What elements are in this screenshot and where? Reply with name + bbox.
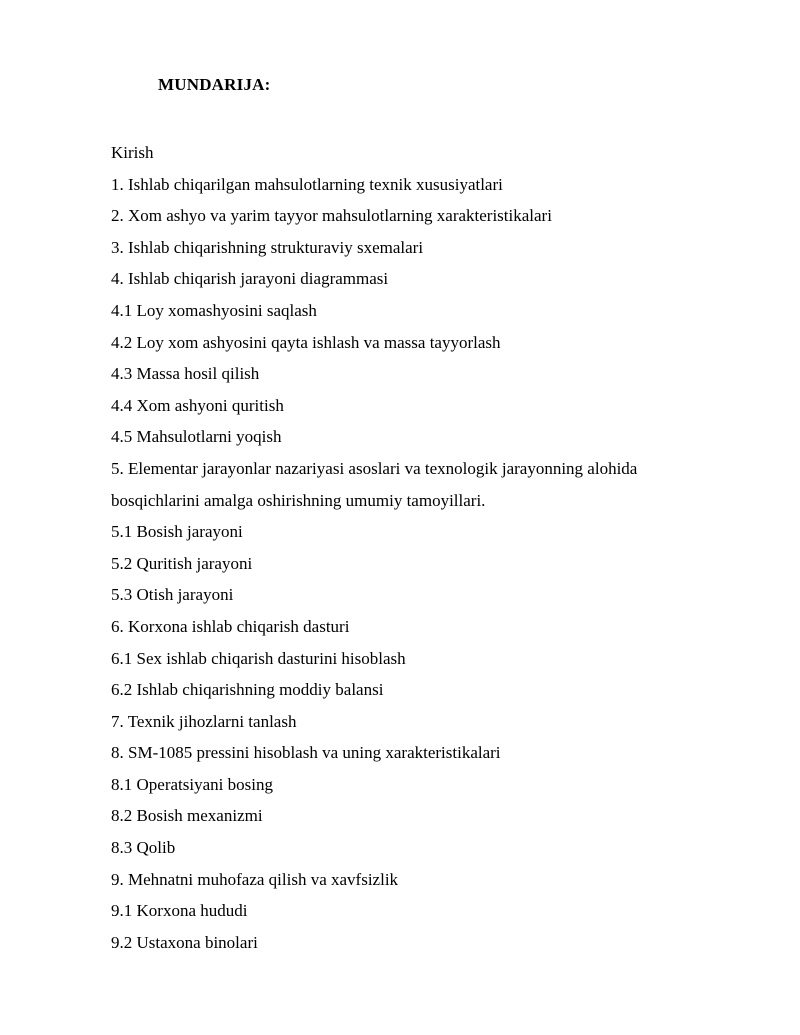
toc-entry: 2. Xom ashyo va yarim tayyor mahsulotlarning xarakteristikalari (111, 206, 552, 226)
toc-entry: 4. Ishlab chiqarish jarayoni diagrammasi (111, 269, 389, 289)
toc-entry: 5.1 Bosish jarayoni (111, 522, 243, 542)
toc-entry: 9. Mehnatni muhofaza qilish va xavfsizlik (111, 869, 399, 889)
page-title: MUNDARIJA: (158, 75, 271, 94)
toc-entry: 9.1 Korxona hududi (111, 901, 248, 921)
toc-entry: 6. Korxona ishlab chiqarish dasturi (111, 616, 350, 636)
toc-entry-continuation: bosqichlarini amalga oshirishning umumiy tamoyillari. (111, 490, 486, 510)
toc-entry: 8.1 Operatsiyani bosing (111, 774, 273, 794)
toc-entry: 4.1 Loy xomashyosini saqlash (111, 300, 317, 320)
toc-entry: 1. Ishlab chiqarilgan mahsulotlarning texnik xususiyatlari (111, 174, 503, 194)
toc-entry: 9.2 Ustaxona binolari (111, 932, 258, 952)
toc-entry: 6.2 Ishlab chiqarishning moddiy balansi (111, 680, 384, 700)
toc-entry: 3. Ishlab chiqarishning strukturaviy sxemalari (111, 237, 424, 257)
toc-entry: 6.1 Sex ishlab chiqarish dasturini hisoblash (111, 648, 406, 668)
toc-entry: 4.3 Massa hosil qilish (111, 364, 260, 384)
toc-entry: Kirish (111, 143, 154, 162)
toc-entry: 4.4 Xom ashyoni quritish (111, 395, 284, 415)
toc-entry: 5.2 Quritish jarayoni (111, 553, 253, 573)
toc-entry: 8. SM-1085 pressini hisoblash va uning xarakteristikalari (111, 743, 501, 763)
toc-entry: 7. Texnik jihozlarni tanlash (111, 711, 297, 731)
toc-entry: 4.2 Loy xom ashyosini qayta ishlash va massa tayyorlash (111, 332, 501, 352)
toc-entry: 5. Elementar jarayonlar nazariyasi asoslari va texnologik jarayonning alohida (111, 458, 638, 478)
toc-entry: 8.3 Qolib (111, 838, 176, 858)
toc-entry: 4.5 Mahsulotlarni yoqish (111, 427, 282, 447)
toc-entry: 8.2 Bosish mexanizmi (111, 806, 263, 826)
toc-entry: 5.3 Otish jarayoni (111, 585, 234, 605)
table-of-contents (111, 137, 711, 958)
